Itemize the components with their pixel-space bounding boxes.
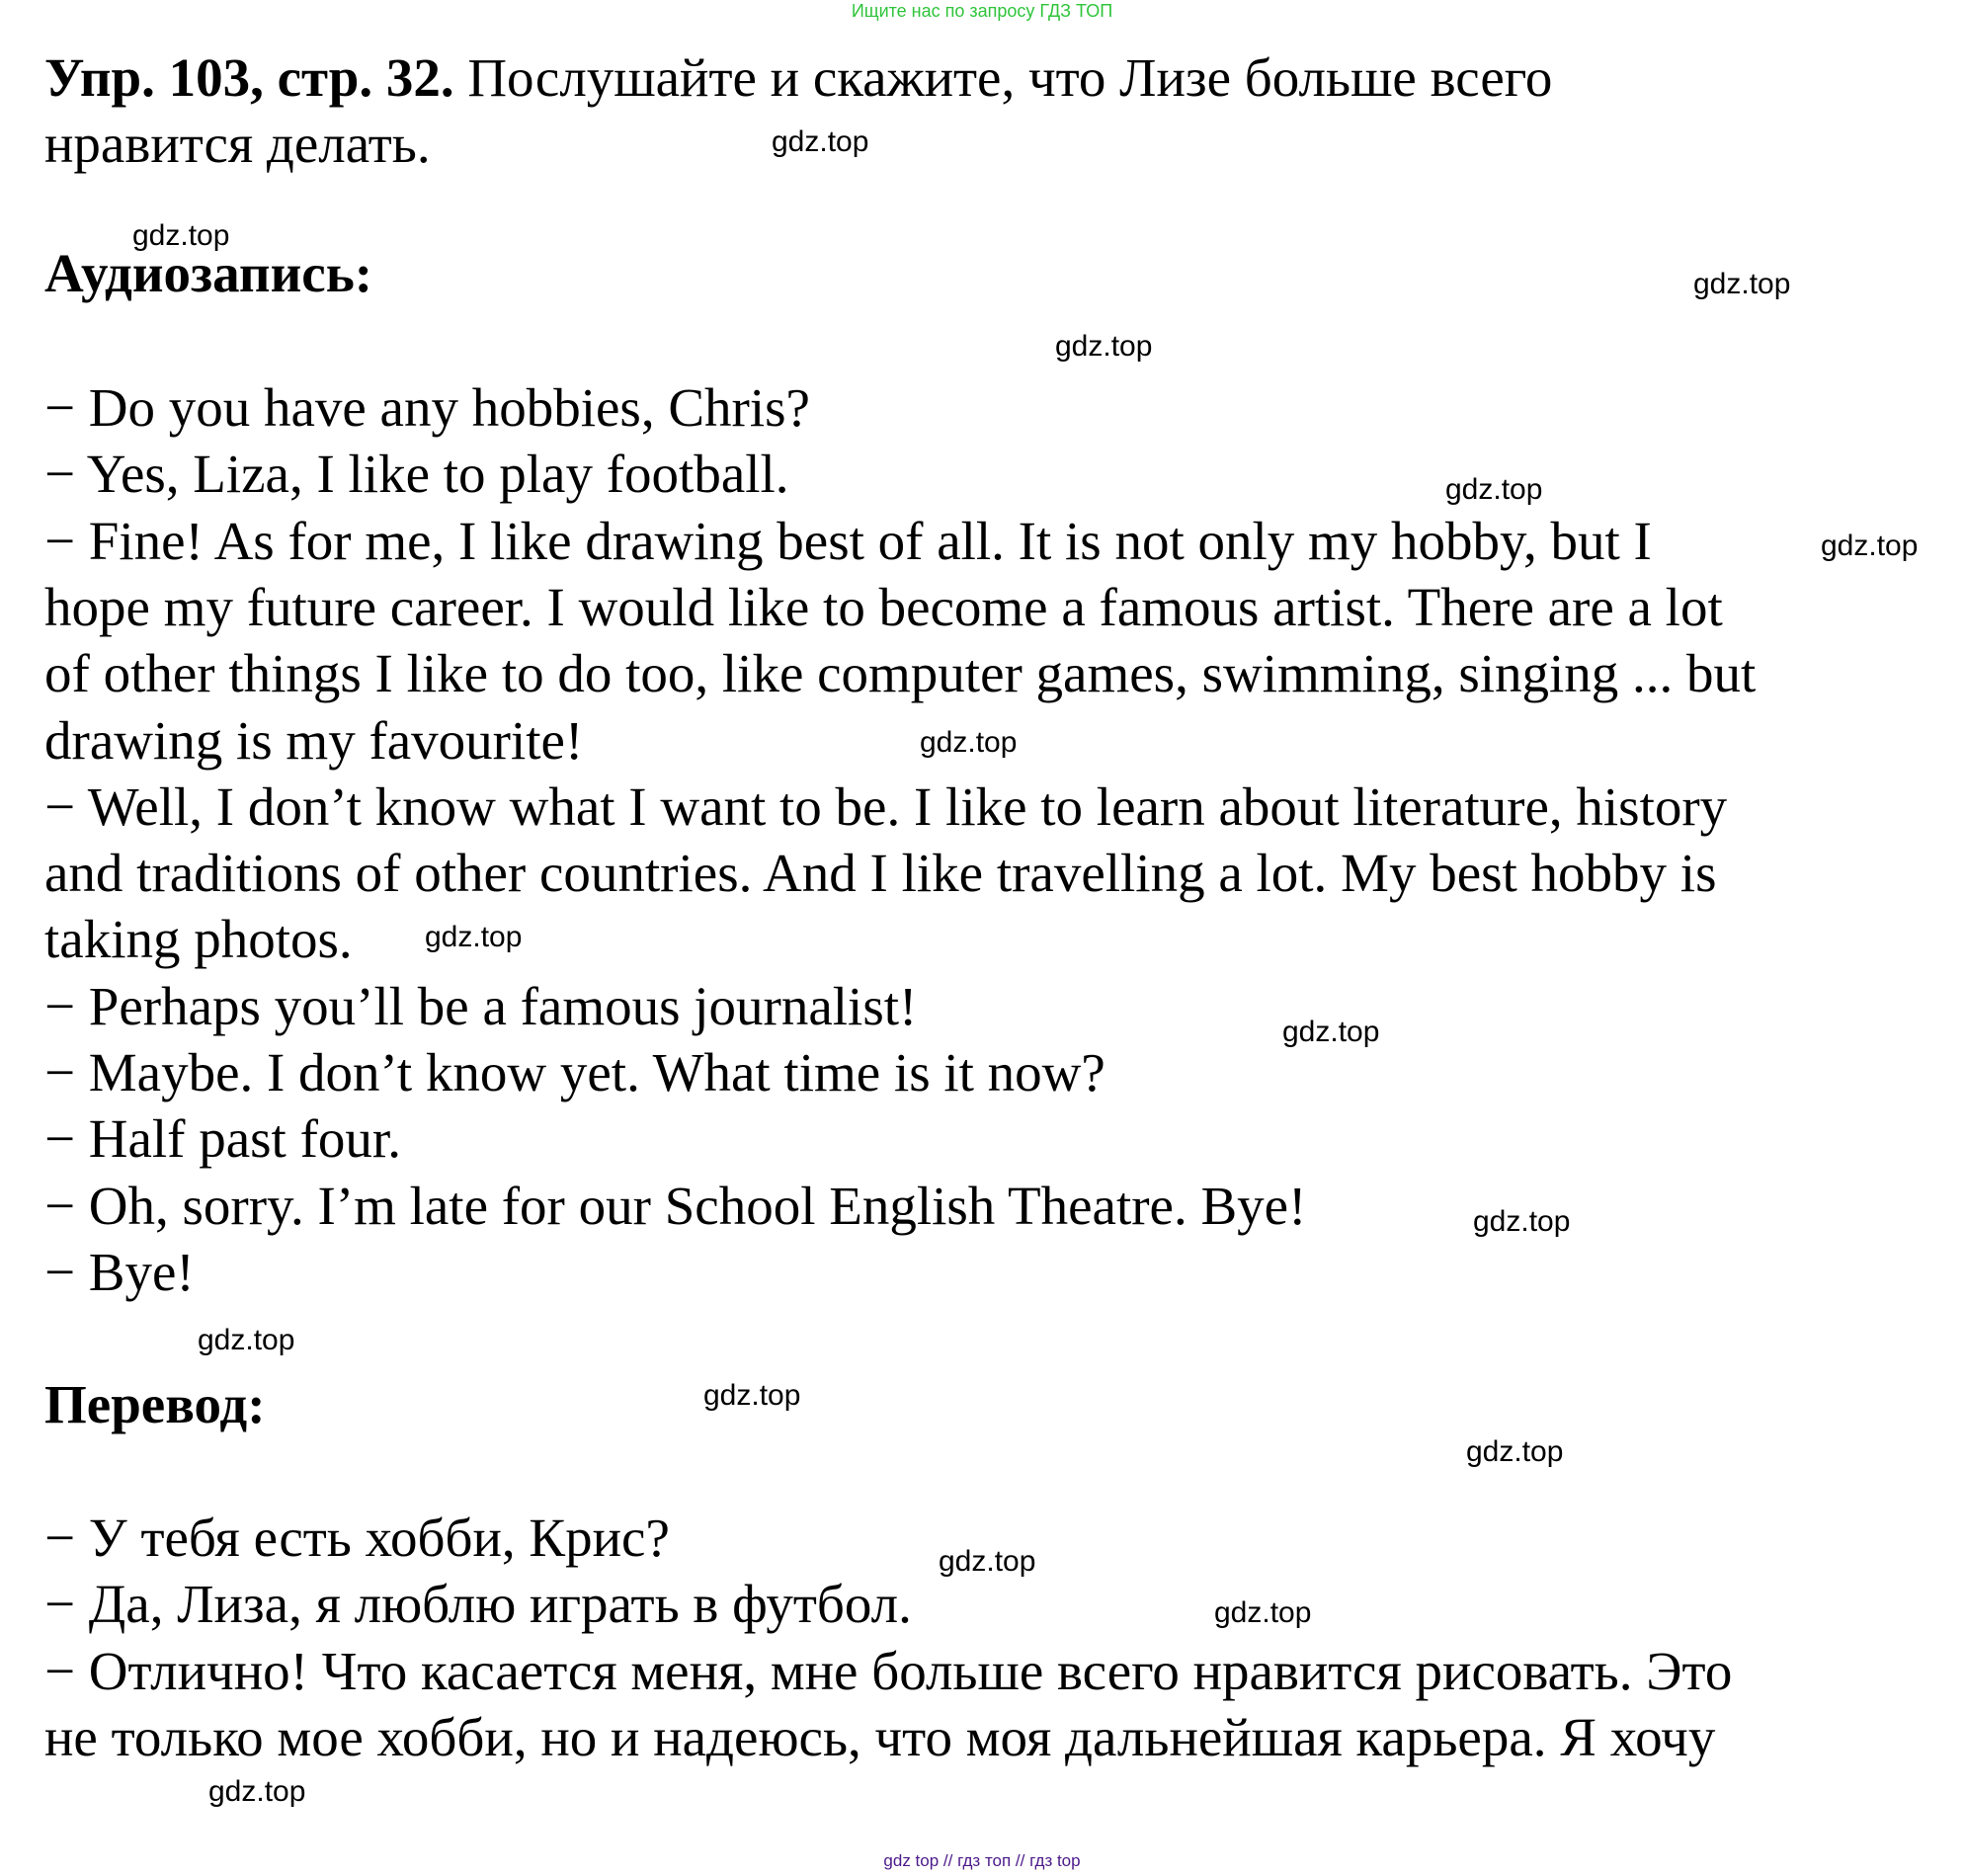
watermark: gdz.top [920,726,1018,759]
transcript-line: − Bye! [44,1242,195,1302]
translation-line: − Отлично! Что касается меня, мне больше всего нравится рисовать. Это [44,1641,1733,1701]
footer: gdz top // гдз топ // гдз top [883,1851,1081,1870]
exercise-task: Послушайте и скажите, что Лизе больше всего [453,47,1553,108]
translation-line: не только мое хобби, но и надеюсь, что моя дальнейшая карьера. Я хочу [44,1707,1716,1767]
transcript-line: and traditions of other countries. And I like travelling a lot. My best hobby is [44,843,1717,903]
watermark: gdz.top [132,219,230,252]
watermark: gdz.top [208,1775,306,1808]
exercise-title-line-1 [44,44,1552,112]
transcript-line: − Oh, sorry. I’m late for our School English Theatre. Bye! [44,1176,1307,1236]
translation-heading: Перевод: [44,1374,266,1434]
transcript-line: hope my future career. I would like to become a famous artist. There are a lot [44,577,1723,637]
watermark: gdz.top [1473,1205,1571,1238]
watermark: gdz.top [1821,530,1919,562]
exercise-number: Упр. 103, стр. 32. [44,47,454,108]
watermark: gdz.top [1055,330,1153,363]
transcript-line: − Yes, Liza, I like to play football. [44,444,789,504]
exercise-title-line-2: нравится делать. [44,114,431,174]
transcript-line: − Do you have any hobbies, Chris? [44,377,810,438]
transcript-line: − Fine! As for me, I like drawing best of all. It is not only my hobby, but I [44,511,1652,571]
watermark: gdz.top [1282,1016,1380,1048]
watermark: gdz.top [1466,1435,1564,1468]
transcript-line: − Well, I don’t know what I want to be. I like to learn about literature, history [44,776,1728,837]
translation-line: − Да, Лиза, я люблю играть в футбол. [44,1574,912,1634]
translation-line: − У тебя есть хобби, Крис? [44,1508,670,1568]
watermark: gdz.top [772,125,869,158]
watermark: gdz.top [1214,1596,1312,1629]
audio-heading: Аудиозапись: [44,243,373,303]
transcript-line: taking photos. [44,909,353,969]
search-banner: Ищите нас по запросу ГДЗ ТОП [851,1,1113,21]
transcript-line: drawing is my favourite! [44,710,584,771]
watermark: gdz.top [198,1324,295,1356]
transcript-line: − Perhaps you’ll be a famous journalist! [44,976,918,1036]
transcript-line: of other things I like to do too, like computer games, swimming, singing ... but [44,643,1757,703]
watermark: gdz.top [1445,473,1543,506]
watermark: gdz.top [939,1545,1036,1578]
watermark: gdz.top [425,921,523,953]
watermark: gdz.top [703,1379,801,1412]
transcript-line: − Maybe. I don’t know yet. What time is it now? [44,1042,1105,1102]
watermark: gdz.top [1693,268,1791,300]
transcript-line: − Half past four. [44,1108,401,1169]
